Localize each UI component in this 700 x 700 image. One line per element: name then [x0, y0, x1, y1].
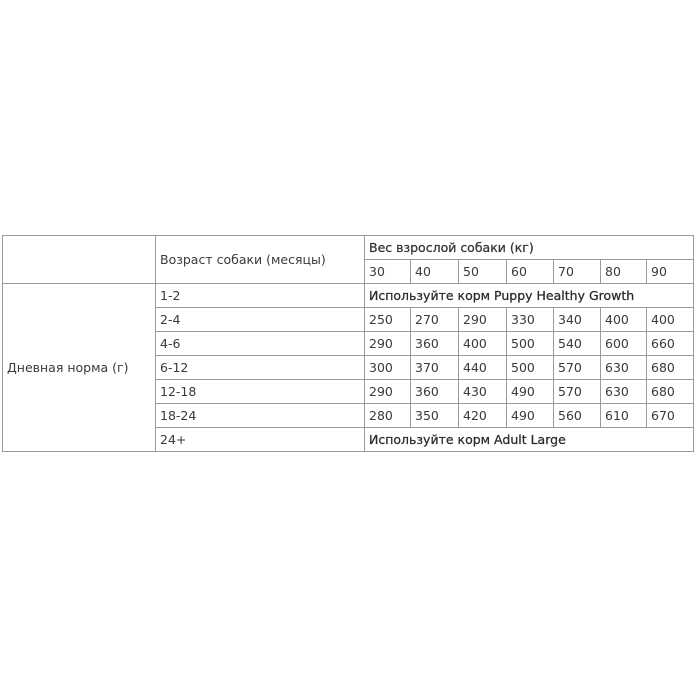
value-cell: 250 — [365, 308, 411, 332]
value-cell: 280 — [365, 404, 411, 428]
age-cell: 18-24 — [156, 404, 365, 428]
value-cell: 350 — [411, 404, 459, 428]
feeding-table — [2, 235, 694, 452]
weight-header: Вес взрослой собаки (кг) — [365, 236, 694, 260]
value-cell: 300 — [365, 356, 411, 380]
value-cell: 370 — [411, 356, 459, 380]
header-row-top — [3, 236, 694, 260]
age-cell: 6-12 — [156, 356, 365, 380]
value-cell: 360 — [411, 332, 459, 356]
value-cell: 400 — [601, 308, 647, 332]
value-cell: 500 — [507, 332, 554, 356]
value-cell: 290 — [459, 308, 507, 332]
value-cell: 340 — [554, 308, 601, 332]
value-cell: 610 — [601, 404, 647, 428]
weight-cell: 70 — [554, 260, 601, 284]
value-cell: 630 — [601, 356, 647, 380]
weight-cell: 30 — [365, 260, 411, 284]
food-note: Используйте корм Puppy Healthy Growth — [365, 284, 694, 308]
weight-cell: 60 — [507, 260, 554, 284]
value-cell: 290 — [365, 380, 411, 404]
weight-cell: 80 — [601, 260, 647, 284]
value-cell: 630 — [601, 380, 647, 404]
age-cell: 12-18 — [156, 380, 365, 404]
value-cell: 420 — [459, 404, 507, 428]
table-row — [3, 284, 694, 308]
value-cell: 560 — [554, 404, 601, 428]
age-cell: 1-2 — [156, 284, 365, 308]
weight-cell: 90 — [647, 260, 694, 284]
age-header: Возраст собаки (месяцы) — [156, 236, 365, 284]
daily-norm-label: Дневная норма (г) — [3, 284, 156, 452]
weight-cell: 50 — [459, 260, 507, 284]
value-cell: 540 — [554, 332, 601, 356]
value-cell: 660 — [647, 332, 694, 356]
value-cell: 680 — [647, 356, 694, 380]
corner-cell — [3, 236, 156, 284]
value-cell: 430 — [459, 380, 507, 404]
value-cell: 490 — [507, 404, 554, 428]
weight-cell: 40 — [411, 260, 459, 284]
value-cell: 270 — [411, 308, 459, 332]
value-cell: 400 — [459, 332, 507, 356]
value-cell: 400 — [647, 308, 694, 332]
value-cell: 290 — [365, 332, 411, 356]
value-cell: 670 — [647, 404, 694, 428]
value-cell: 680 — [647, 380, 694, 404]
age-cell: 24+ — [156, 428, 365, 452]
value-cell: 600 — [601, 332, 647, 356]
food-note: Используйте корм Adult Large — [365, 428, 694, 452]
age-cell: 2-4 — [156, 308, 365, 332]
value-cell: 330 — [507, 308, 554, 332]
value-cell: 490 — [507, 380, 554, 404]
value-cell: 500 — [507, 356, 554, 380]
value-cell: 440 — [459, 356, 507, 380]
value-cell: 570 — [554, 356, 601, 380]
value-cell: 570 — [554, 380, 601, 404]
age-cell: 4-6 — [156, 332, 365, 356]
value-cell: 360 — [411, 380, 459, 404]
